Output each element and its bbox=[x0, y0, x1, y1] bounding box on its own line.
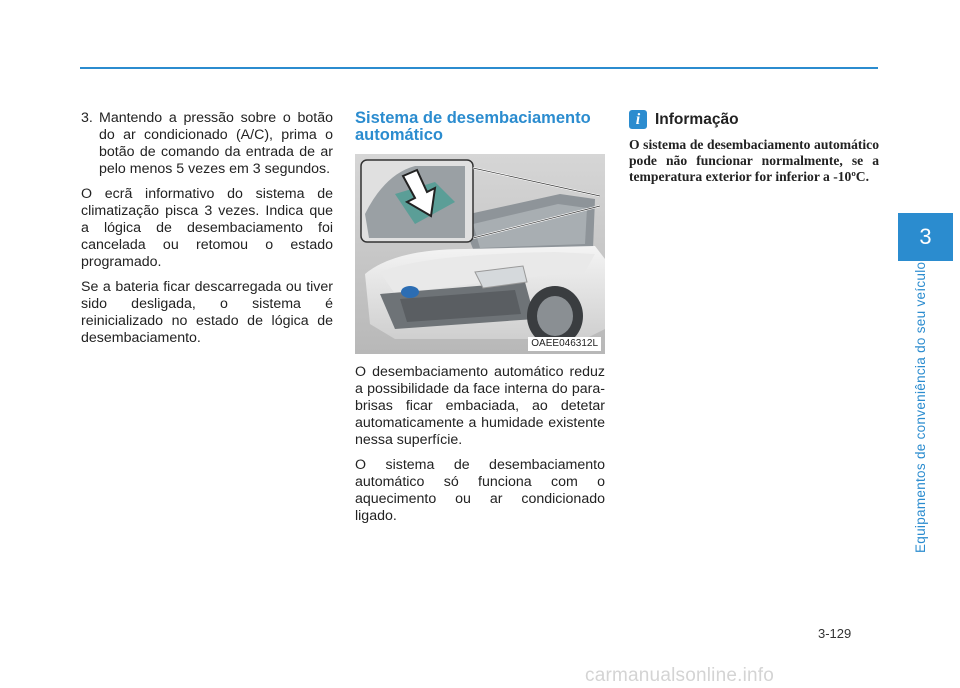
paragraph: O sistema de desembaciamento automático só funciona com o aquecimento ou ar condicionado ligado. bbox=[355, 457, 605, 524]
left-column bbox=[81, 110, 333, 355]
header-rule bbox=[80, 67, 878, 69]
paragraph: O desembaciamento automático reduz a possibilidade da face interna do para-brisas ficar embaciada, ao detetar automaticamente a humidade existente nessa superfície. bbox=[355, 364, 605, 448]
step-text: Mantendo a pressão sobre o botão do ar condicionado (A/C), prima o botão de comando da entrada de ar pelo menos 5 vezes em 3 segundos. bbox=[99, 110, 333, 177]
car-illustration bbox=[355, 154, 605, 354]
info-header bbox=[629, 110, 879, 129]
section-title: Sistema de desembaciamento automático bbox=[355, 109, 591, 144]
chapter-tab: 3 bbox=[898, 213, 953, 261]
page-number: 3-129 bbox=[818, 626, 852, 641]
middle-column bbox=[355, 110, 605, 533]
paragraph: O ecrã informativo do sistema de climatização pisca 3 vezes. Indica que a lógica de desembaciamento foi cancelada ou retomou o estado programado. bbox=[81, 186, 333, 270]
info-title: Informação bbox=[655, 111, 739, 128]
step-number: 3. bbox=[81, 110, 93, 126]
info-icon: i bbox=[629, 110, 647, 129]
chapter-label-text: Equipamentos de conveniência do seu veículo bbox=[913, 261, 928, 553]
right-column bbox=[629, 110, 879, 193]
car-drawing bbox=[355, 154, 605, 354]
numbered-step bbox=[81, 110, 333, 178]
info-body: O sistema de desembaciamento automático pode não funcionar normalmente, se a temperatura exterior for inferior a -10ºC. bbox=[629, 137, 879, 184]
figure-code: OAEE046312L bbox=[528, 337, 601, 351]
paragraph: Se a bateria ficar descarregada ou tiver sido desligada, o sistema é reinicializado no estado de lógica de desembaciamento. bbox=[81, 279, 333, 346]
watermark: carmanualsonline.info bbox=[585, 665, 775, 686]
